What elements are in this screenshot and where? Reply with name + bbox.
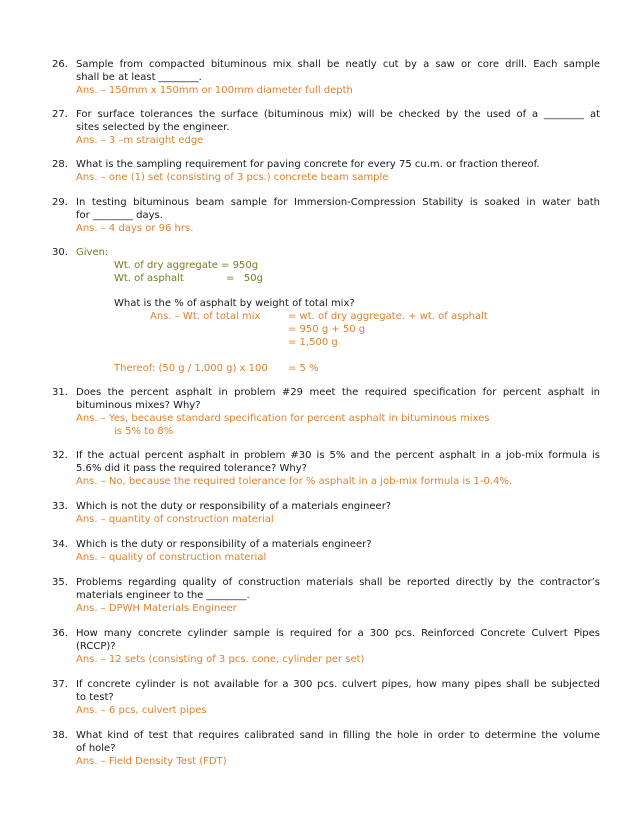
given-asphalt-value: = 50g bbox=[226, 273, 263, 284]
question-text: Which is not the duty or responsibility of a materials engineer? bbox=[76, 501, 392, 512]
question-text: (RCCP)? bbox=[76, 641, 116, 652]
question-number: 29. bbox=[52, 197, 68, 208]
answer-text: = 5 % bbox=[288, 363, 319, 374]
question-number: 28. bbox=[52, 159, 68, 170]
question-number: 31. bbox=[52, 387, 68, 398]
answer-text: Ans. – 150mm x 150mm or 100mm diameter full depth bbox=[76, 85, 353, 96]
question-text: for ________ days. bbox=[76, 210, 163, 221]
question-text: to test? bbox=[76, 692, 114, 703]
question-text: What is the sampling requirement for paving concrete for every 75 cu.m. or fraction thereof. bbox=[76, 159, 540, 170]
answer-text: Ans. – 6 pcs, culvert pipes bbox=[76, 705, 207, 716]
question-text: of hole? bbox=[76, 743, 116, 754]
question-text: In testing bituminous beam sample for Immersion-Compression Stability is soaked in water bath bbox=[76, 197, 600, 208]
answer-text: = wt. of dry aggregate. + wt. of asphalt bbox=[288, 311, 488, 322]
answer-text: Ans. – Wt. of total mix bbox=[150, 311, 261, 322]
question-number: 30. bbox=[52, 247, 68, 258]
answer-text: is 5% to 8% bbox=[114, 426, 174, 437]
question-text: For surface tolerances the surface (bituminous mix) will be checked by the used of a ________ at bbox=[76, 109, 600, 120]
answer-text: = 950 g + 50 g bbox=[288, 324, 366, 335]
question-number: 27. bbox=[52, 109, 68, 120]
answer-text: Ans. – 4 days or 96 hrs. bbox=[76, 223, 194, 234]
answer-text: Ans. – one (1) set (consisting of 3 pcs.) concrete beam sample bbox=[76, 172, 389, 183]
question-text: Problems regarding quality of construction materials shall be reported directly by the contractor’s bbox=[76, 577, 600, 588]
answer-text: Ans. – quality of construction material bbox=[76, 552, 267, 563]
answer-text: Ans. – quantity of construction material bbox=[76, 514, 274, 525]
question-number: 34. bbox=[52, 539, 68, 550]
answer-text: Ans. – 3 –m straight edge bbox=[76, 135, 204, 146]
question-text: materials engineer to the ________. bbox=[76, 590, 250, 601]
question-number: 38. bbox=[52, 730, 68, 741]
question-text: Which is the duty or responsibility of a materials engineer? bbox=[76, 539, 372, 550]
given-dry-aggregate: Wt. of dry aggregate = 950g bbox=[114, 260, 259, 271]
question-text: sites selected by the engineer. bbox=[76, 122, 230, 133]
answer-text: Ans. – DPWH Materials Engineer bbox=[76, 603, 237, 614]
answer-text: Ans. – Yes, because standard specification for percent asphalt in bituminous mixes bbox=[76, 413, 490, 424]
given-label: Given: bbox=[76, 247, 109, 258]
answer-text: Thereof: (50 g / 1,000 g) x 100 bbox=[114, 363, 268, 374]
question-text: 5.6% did it pass the required tolerance? Why? bbox=[76, 463, 307, 474]
question-text: bituminous mixes? Why? bbox=[76, 400, 201, 411]
question-number: 26. bbox=[52, 59, 68, 70]
question-number: 32. bbox=[52, 450, 68, 461]
question-text: Does the percent asphalt in problem #29 meet the required specification for percent asphalt in bbox=[76, 387, 600, 398]
answer-text: Ans. – No, because the required tolerance for % asphalt in a job-mix formula is 1-0.4%. bbox=[76, 476, 513, 487]
question-text: How many concrete cylinder sample is required for a 300 pcs. Reinforced Concrete Culvert Pipes bbox=[76, 628, 600, 639]
question-number: 37. bbox=[52, 679, 68, 690]
given-asphalt-label: Wt. of asphalt bbox=[114, 273, 184, 284]
answer-text: Ans. – Field Density Test (FDT) bbox=[76, 756, 227, 767]
question-text: What kind of test that requires calibrated sand in filling the hole in order to determine the volume bbox=[76, 730, 600, 741]
question-text: shall be at least ________. bbox=[76, 72, 202, 83]
question-text: Sample from compacted bituminous mix shall be neatly cut by a saw or core drill. Each sample bbox=[76, 59, 600, 70]
answer-text: Ans. – 12 sets (consisting of 3 pcs. cone, cylinder per set) bbox=[76, 654, 365, 665]
question-number: 36. bbox=[52, 628, 68, 639]
question-text: What is the % of asphalt by weight of total mix? bbox=[114, 298, 355, 309]
question-text: If concrete cylinder is not available for a 300 pcs. culvert pipes, how many pipes shall be subjected bbox=[76, 679, 600, 690]
question-number: 33. bbox=[52, 501, 68, 512]
answer-text: = 1,500 g bbox=[288, 337, 338, 348]
question-number: 35. bbox=[52, 577, 68, 588]
question-text: If the actual percent asphalt in problem #30 is 5% and the percent asphalt in a job-mix formula is bbox=[76, 450, 600, 461]
